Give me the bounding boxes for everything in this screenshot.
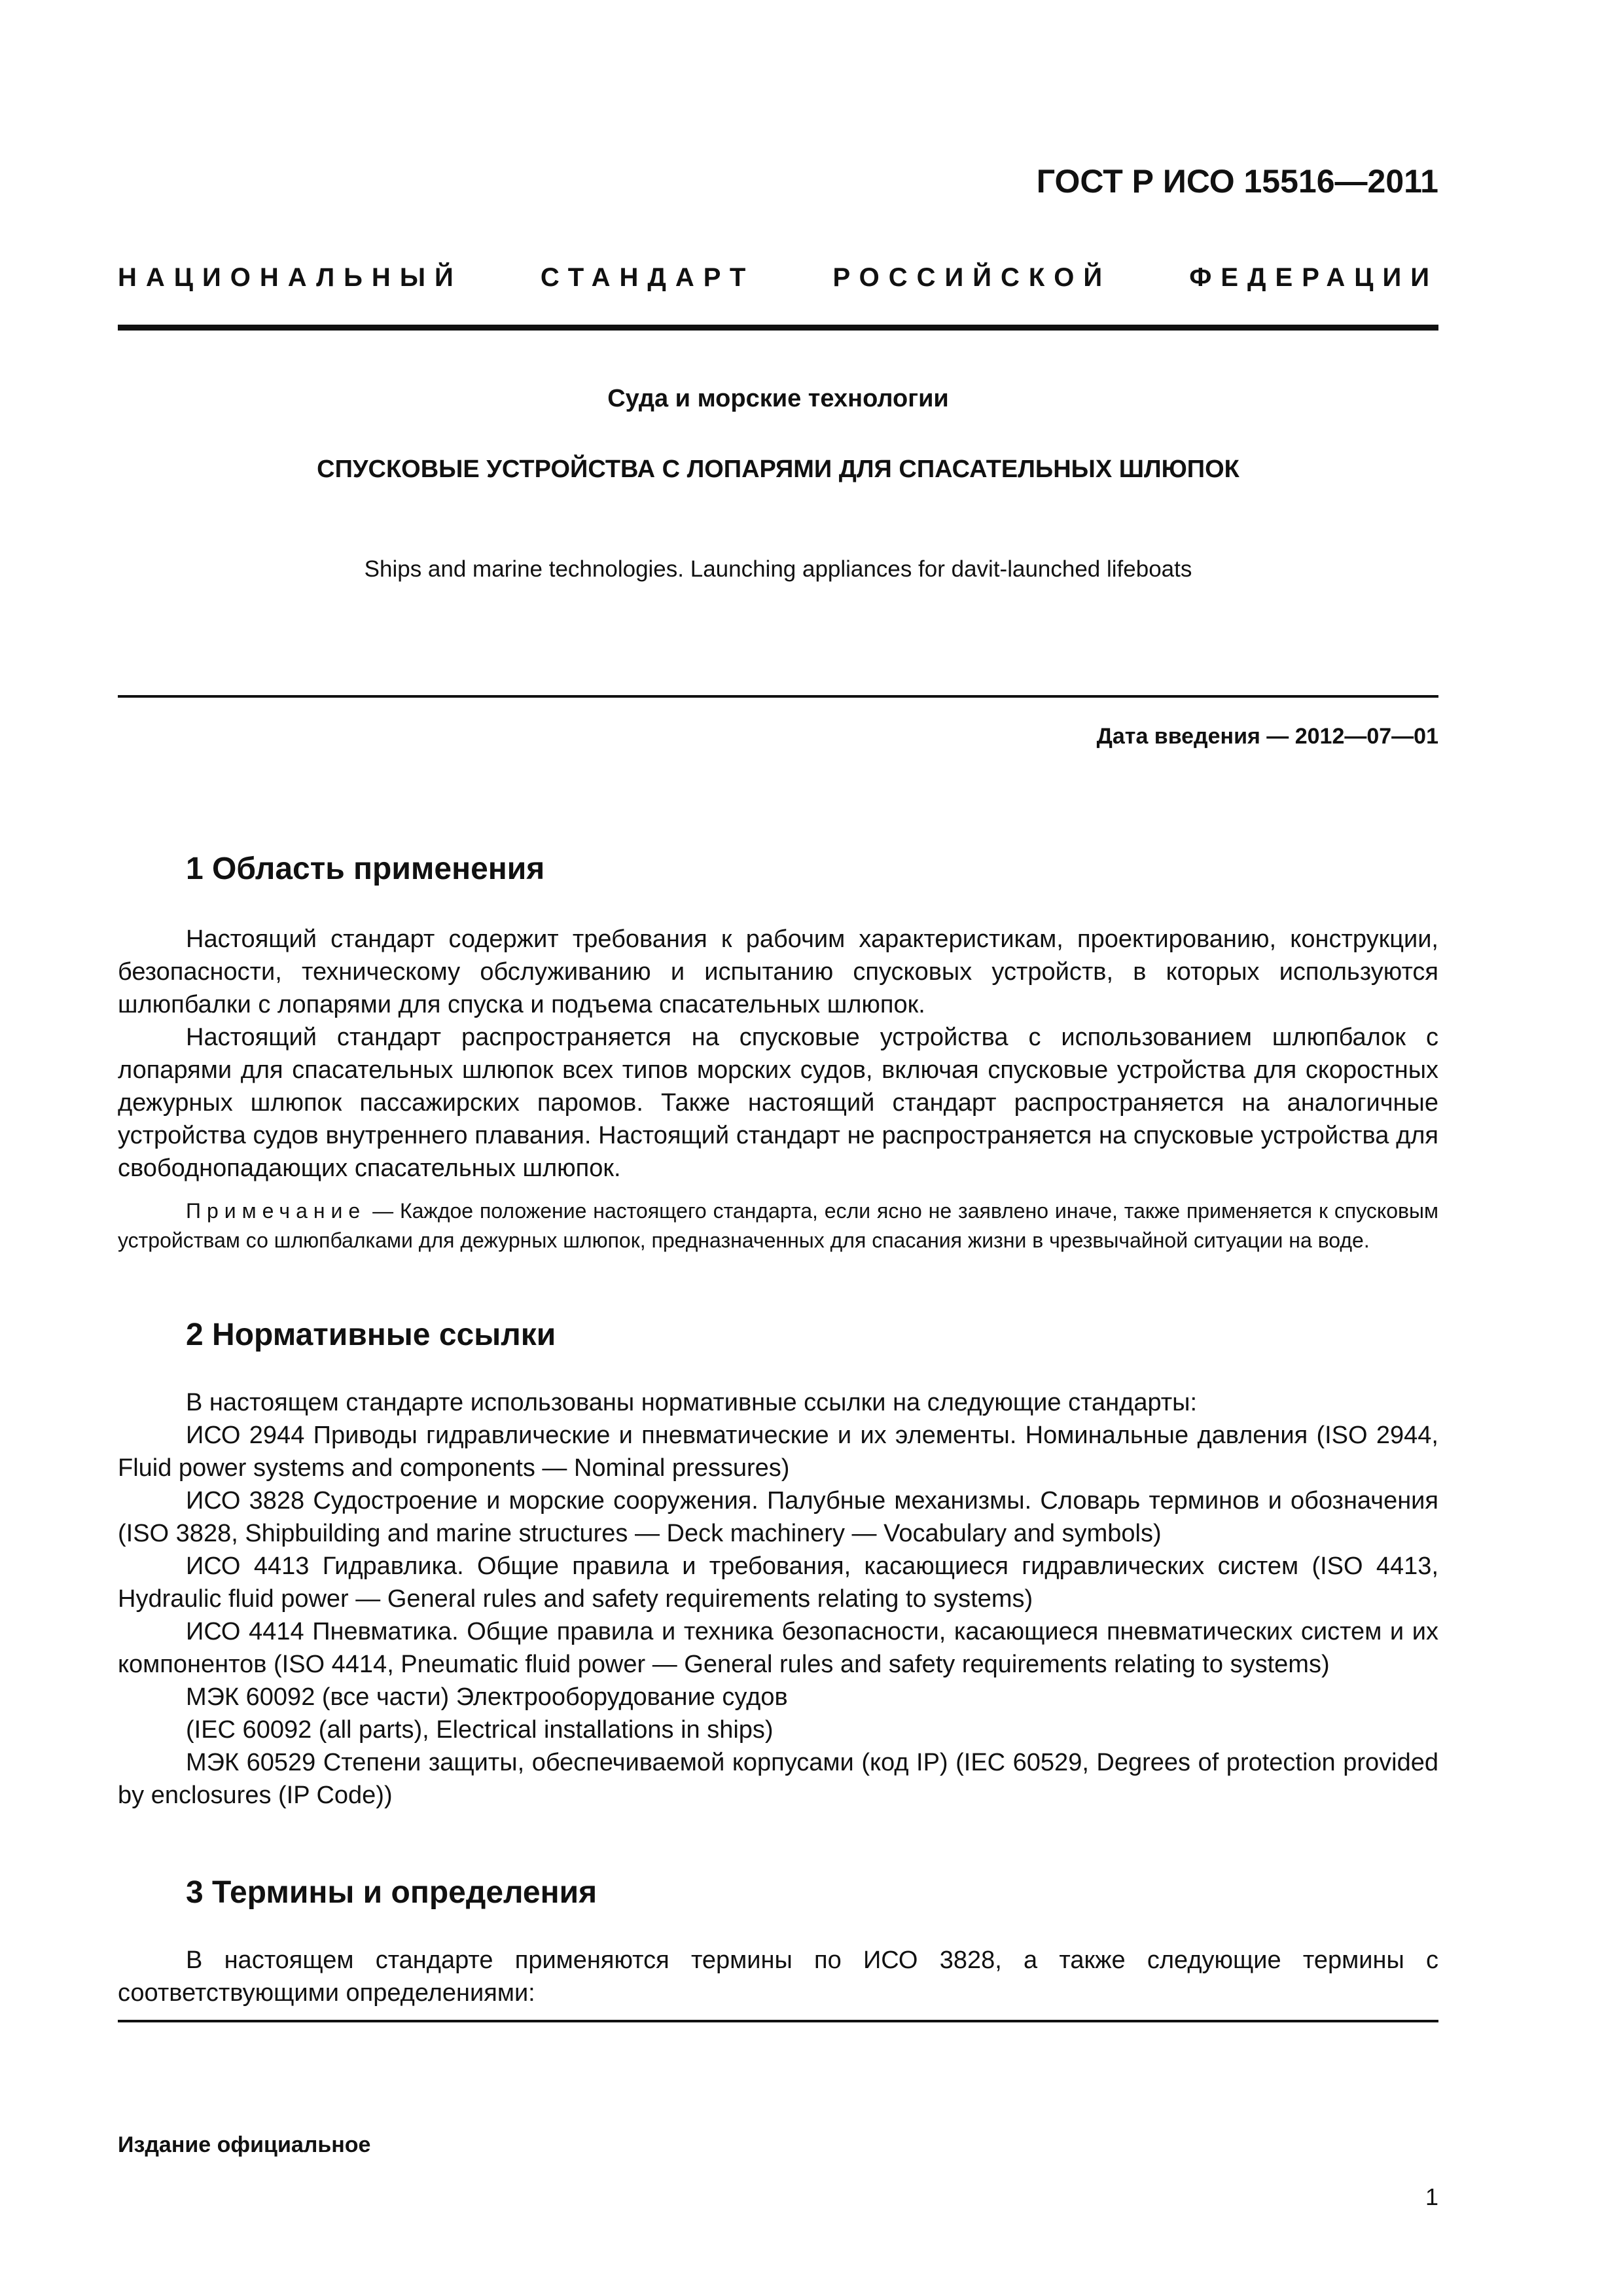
scope-text <box>118 923 1438 1185</box>
reference-item: ИСО 4413 Гидравлика. Общие правила и требования, касающиеся гидравлических систем (ISO 4413, Hydraulic fluid power — General rules and safety requirements relating to systems) <box>118 1552 1438 1613</box>
normative-references <box>118 1386 1438 1812</box>
section-heading-scope: 1 Область применения <box>186 852 545 886</box>
document-code: ГОСТ Р ИСО 15516—2011 <box>1036 163 1438 200</box>
footer-divider <box>118 2020 1438 2022</box>
reference-item: МЭК 60092 (все части) Электрооборудование судов <box>186 1683 788 1711</box>
introduction-date: Дата введения — 2012—07—01 <box>1096 724 1438 749</box>
paragraph: Настоящий стандарт распространяется на спусковые устройства с использованием шлюпбалок с лопарями для спасательных шлюпок всех типов морских судов, включая спусковые устройства для скоростных дежурных шлюпок пассажирских паромов. Также настоящий стандарт распространяется на аналогичные устройства судов внутреннего плавания. Настоящий стандарт не распространяется на спусковые устройства для свободнопадающих спасательных шлюпок. <box>118 1024 1438 1182</box>
section-heading-normative-references: 2 Нормативные ссылки <box>186 1318 556 1352</box>
reference-item: (IEC 60092 (all parts), Electrical installations in ships) <box>186 1716 774 1744</box>
standard-subject: Суда и морские технологии <box>607 385 949 412</box>
edition-label: Издание официальное <box>118 2132 371 2157</box>
national-word: ФЕДЕРАЦИИ <box>1189 263 1438 292</box>
national-word: СТАНДАРТ <box>540 263 755 292</box>
national-word: НАЦИОНАЛЬНЫЙ <box>118 263 463 292</box>
reference-item: ИСО 3828 Судостроение и морские сооружения. Палубные механизмы. Словарь терминов и обозначения (ISO 3828, Shipbuilding and marine structures — Deck machinery — Vocabulary and symbols) <box>118 1487 1438 1547</box>
reference-item: ИСО 4414 Пневматика. Общие правила и техника безопасности, касающиеся пневматических систем и их компонентов (ISO 4414, Pneumatic fluid power — General rules and safety requirements relating to systems) <box>118 1618 1438 1678</box>
paragraph: В настоящем стандарте использованы нормативные ссылки на следующие стандарты: <box>186 1389 1198 1416</box>
reference-item: МЭК 60529 Степени защиты, обеспечиваемой корпусами (код IP) (IEC 60529, Degrees of protection provided by enclosures (IP Code)) <box>118 1749 1438 1809</box>
paragraph: В настоящем стандарте применяются термины по ИСО 3828, а также следующие термины с соответствующими определениями: <box>118 1946 1438 2007</box>
scope-note <box>118 1196 1438 1255</box>
standard-title: СПУСКОВЫЕ УСТРОЙСТВА С ЛОПАРЯМИ ДЛЯ СПАСАТЕЛЬНЫХ ШЛЮПОК <box>317 456 1240 483</box>
standard-title-english: Ships and marine technologies. Launching appliances for davit-launched lifeboats <box>364 556 1192 582</box>
section-heading-terms: 3 Термины и определения <box>186 1875 597 1910</box>
note-label: Примечание <box>186 1199 366 1223</box>
title-divider <box>118 695 1438 698</box>
header-divider <box>118 325 1438 331</box>
terms-text <box>118 1944 1438 2009</box>
page-number: 1 <box>1425 2183 1438 2210</box>
paragraph: Настоящий стандарт содержит требования к рабочим характеристикам, проектированию, конструкции, безопасности, техническому обслуживанию и испытанию спусковых устройств, в которых используются шлюпбалки с лопарями для спуска и подъема спасательных шлюпок. <box>118 925 1438 1018</box>
national-word: РОССИЙСКОЙ <box>832 263 1112 292</box>
reference-item: ИСО 2944 Приводы гидравлические и пневматические и их элементы. Номинальные давления (ISO 2944, Fluid power systems and components — Nominal pressures) <box>118 1422 1438 1482</box>
national-standard-heading <box>118 263 1438 293</box>
note-text: — Каждое положение настоящего стандарта, если ясно не заявлено иначе, также применяется к спусковым устройствам со шлюпбалками для дежурных шлюпок, предназначенных для спасания жизни в чрезвычайной ситуации на воде. <box>118 1199 1438 1252</box>
